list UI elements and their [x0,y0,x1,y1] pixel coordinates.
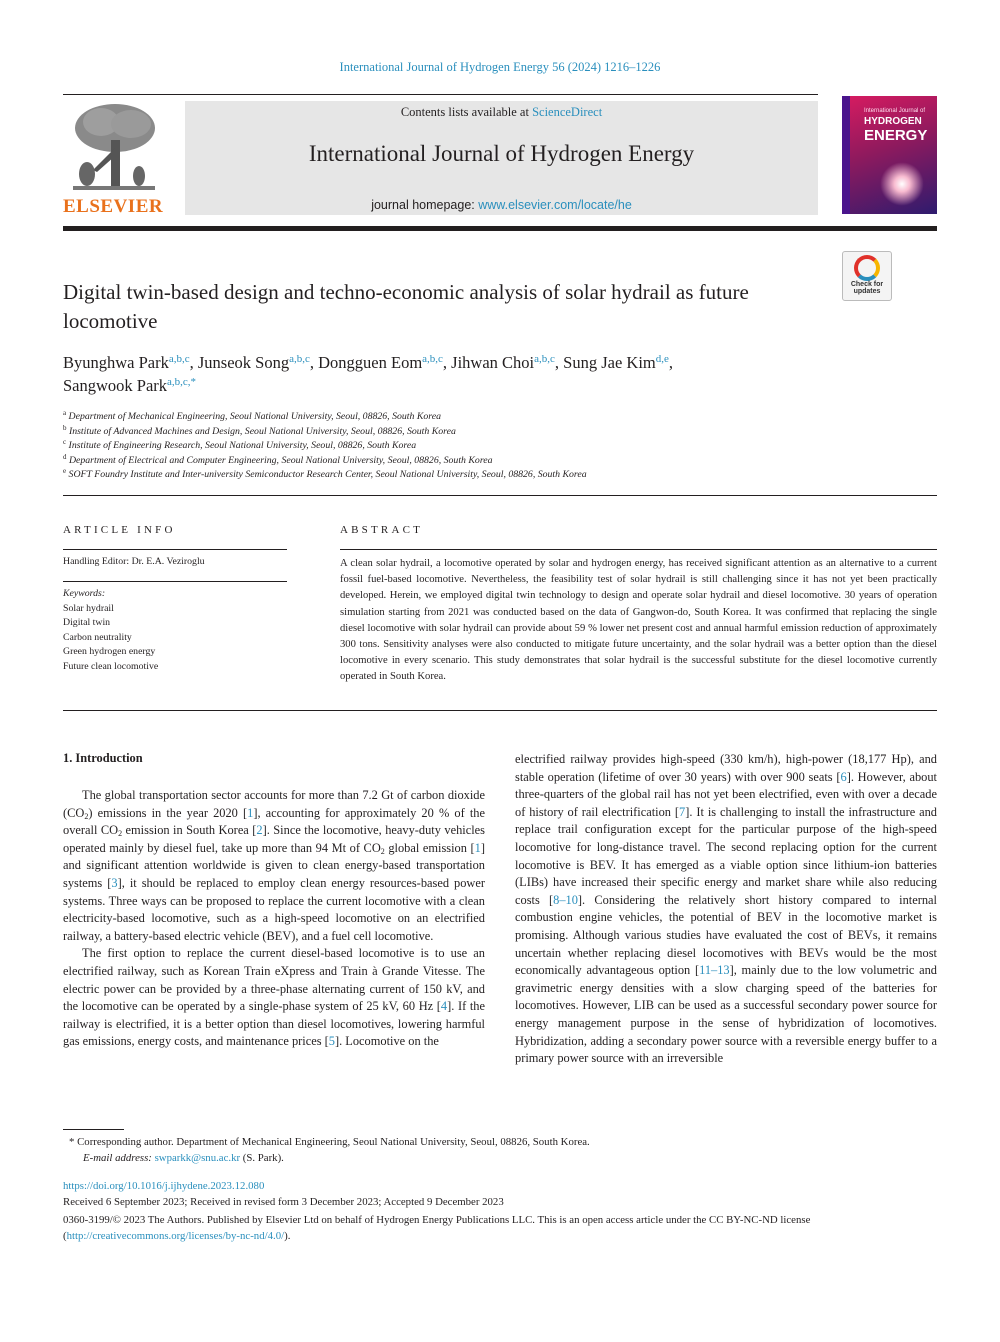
cover-glow-graphic [880,162,924,206]
keyword: Green hydrogen energy [63,646,156,657]
citation-link[interactable]: 3 [111,875,118,890]
body-column-right [515,751,937,1068]
author-affiliation-marks[interactable]: a,b,c [289,353,310,365]
affiliation [63,425,943,440]
citation-link[interactable]: 2 [256,823,263,838]
citation-link[interactable]: 1 [474,840,481,855]
author-affiliation-marks[interactable]: a,b,c,* [167,376,197,388]
body-column-left [63,787,485,1051]
abstract-label: ABSTRACT [340,524,424,536]
affiliation-mark: b [63,423,67,432]
affiliation-text: SOFT Foundry Institute and Inter-university Semiconductor Research Center, Seoul National University, Seoul, 08826, South Korea [66,469,587,481]
cover-title-line1: HYDROGEN [864,116,922,127]
citation-link[interactable]: 8–10 [553,892,578,907]
journal-title: International Journal of Hydrogen Energy [308,141,695,166]
author[interactable]: Junseok Song [197,353,290,372]
contents-line [185,105,818,120]
author[interactable]: Sangwook Park [63,376,168,395]
journal-masthead [185,101,818,215]
keywords-heading: Keywords: [63,588,106,599]
affiliation-mark: d [63,452,67,461]
article-title: Digital twin-based design and techno-economic analysis of solar hydrail as future locomotive [63,280,749,333]
cover-title-line2: ENERGY [864,127,928,144]
affiliation-text: Institute of Engineering Research, Seoul National University, Seoul, 08826, South Korea [66,440,417,452]
check-for-updates-badge[interactable] [842,251,892,301]
author[interactable]: Sung Jae Kim [563,353,656,372]
abstract-rule [340,549,937,550]
affiliation-mark: e [63,467,67,476]
section-rule [63,495,937,496]
abstract-end-rule [63,710,937,711]
doi-link[interactable]: https://doi.org/10.1016/j.ijhydene.2023.12.080 [63,1180,265,1192]
copyright-prefix: 0360-3199/© 2023 The Authors. Published by Elsevier Ltd on behalf of Hydrogen Energy Publications LLC. This is an open access article under the CC BY-NC-ND license ( [63,1214,811,1242]
article-info-rule [63,549,287,550]
email-line [63,1150,937,1166]
affiliation [63,468,943,483]
header-thick-rule [63,226,937,231]
citation-link[interactable]: 6 [840,769,847,784]
citation-link[interactable]: 1 [247,805,254,820]
header-rule [63,94,818,95]
article-info-label: ARTICLE INFO [63,524,176,536]
affiliation [63,454,943,469]
email-label: E-mail address: [83,1152,155,1164]
copyright-notice [63,1212,937,1244]
affiliation-mark: a [63,409,67,417]
citation-link[interactable]: 11–13 [699,963,730,978]
author[interactable]: Jihwan Choi [451,353,535,372]
email-suffix: (S. Park). [240,1152,284,1164]
keywords-block [63,587,158,674]
author-affiliation-marks[interactable]: a,b,c [168,353,190,365]
journal-cover-thumbnail[interactable] [842,96,937,214]
affiliation [63,410,943,425]
license-link[interactable]: http://creativecommons.org/licenses/by-nc-nd/4.0/ [66,1230,285,1242]
author-affiliation-marks[interactable]: a,b,c [534,353,555,365]
paragraph: The global transportation sector accounts for more than 7.2 Gt of carbon dioxide $(CO_2)$ emissions in the year 2020 [1], accounting for approximately 20 % of the overall $CO_2$ emission in South Korea [2]. Since the locomotive, heavy-duty vehicles operated mainly by diesel fuel, take up more than 94 Mt of $CO_2$ global emission [1] and significant attention worldwide is given to clean energy-based transportation systems [3], it should be replaced to employ clean energy resources-based power systems. Three ways can be proposed to replace the current locomotive with a clean electricity-based locomotive, such as a high-speed locomotive on an electrified railway, a battery-based electric vehicle (BEV), and a fuel cell locomotive. [63,788,485,943]
corresponding-author-note: * Corresponding author. Department of Mechanical Engineering, Seoul National University, Seoul, 08826, South Korea. [69,1136,590,1148]
homepage-line [185,198,818,212]
subscript: 2 [84,811,89,821]
author[interactable]: Byunghwa Park [63,353,169,372]
keyword: Carbon neutrality [63,631,132,643]
author-affiliation-marks[interactable]: a,b,c [422,353,443,365]
affiliation-mark: c [63,438,67,447]
citation-link[interactable]: 7 [679,804,686,819]
section-heading-introduction: 1. Introduction [63,751,143,765]
check-updates-line2: updates [853,288,881,295]
author[interactable]: Dongguen Eom [318,353,423,372]
keyword: Solar hydrail [63,602,114,614]
affiliation-text: Institute of Advanced Machines and Design, Seoul National University, Seoul, 08826, South Korea [66,425,456,437]
keywords-rule [63,581,287,582]
abstract-text: A clean solar hydrail, a locomotive operated by solar and hydrogen energy, has received significant attention as an alternative to a current fossil fuel-based locomotive. Nevertheless, the feasibility test of solar hydrail is still challenging since it has not yet been practically developed. Herein, we employed digital twin technology to design and operate solar hydrail and diesel locomotive. 30 years of operation simulation starting from 2021 was conducted based on the data of Gangwon-do, South Korea. It was confirmed that replacing the single diesel locomotive with solar hydrail can provide about 59 % lower net present cost and annual harmful emission reduction of approximately 300 tons. Sensitivity analyses were also conducted to mitigate future uncertainty, and the solar hydrail was a better option than the diesel locomotive in every scenario. This study demonstrates that solar hydrail is the successful substitute for the diesel locomotive currently operated in South Korea. [340,558,937,683]
author-affiliation-marks[interactable]: d,e [655,353,669,365]
paragraph: The first option to replace the current diesel-based locomotive is to use an electrified railway, such as Korean Train eXpress and Train à Grande Vitesse. The electric power can be provided by a three-phase alternating current of 150 kV, and the locomotive can be operated by a single-phase system of 25 kV, 60 Hz [4]. If the railway is electrified, it is a better option than diesel locomotives, lowering harmful gas emissions, energy costs, and maintenance prices [5]. Locomotive on the [63,946,485,1049]
footnote [63,1134,937,1166]
cover-small-text: International Journal of [864,108,926,114]
contents-prefix: Contents lists available at [400,105,533,119]
email-link[interactable]: swparkk@snu.ac.kr [154,1152,241,1164]
affiliation-text: Department of Electrical and Computer Engineering, Seoul National University, Seoul, 08826, South Korea [66,454,493,466]
cover-strip [842,96,850,214]
keyword-list [63,602,158,675]
article-history: Received 6 September 2023; Received in revised form 3 December 2023; Accepted 9 December 2023 [63,1196,504,1208]
author-list: Byunghwa Park$^{a,b,c}$, Junseok Song$^{a,b,c}$, Dongguen Eom$^{a,b,c}$, Jihwan Choi$^{a,b,c}$, Sung Jae Kim$^{d,e}$, Sangwook Park$^{a,b,c,*}$ [63,353,674,395]
elsevier-logo[interactable] [63,100,163,218]
citation-link[interactable]: 4 [440,999,448,1014]
journal-reference-link[interactable]: International Journal of Hydrogen Energy 56 (2024) 1216–1226 [339,60,661,74]
citation-link[interactable]: 5 [328,1034,335,1049]
homepage-prefix: journal homepage: [371,198,479,212]
homepage-link[interactable]: www.elsevier.com/locate/he [478,198,632,212]
copyright-suffix: ). [284,1230,291,1242]
affiliation-list [63,410,943,483]
check-updates-line1: Check for [850,281,884,288]
subscript: 2 [380,846,385,856]
keyword: Digital twin [63,617,111,628]
elsevier-tree-icon [63,100,163,196]
sciencedirect-link[interactable]: ScienceDirect [532,105,603,119]
subscript: 2 [118,829,123,839]
keyword: Future clean locomotive [63,660,159,672]
footnote-rule [63,1129,124,1130]
paragraph: electrified railway provides high-speed (330 km/h), high-power (18,177 Hp), and stable operation (lifetime of over 30 years) with over 900 seats [6]. However, about three-quarters of the global rail has not yet been electrified, even with over a decade of history of rail electrification [7]. It is challenging to install the infrastructure and replace trail configuration except for the particular purpose of the high-speed locomotive for long-distance travel. The second replacing option for the current locomotive is BEV. It has emerged as a viable option since lithium-ion batteries (LIBs) have increased their specific energy and market share while also reducing costs [8–10]. Considering the relatively short history compared to internal combustion engine vehicles, the potential of BEV in the locomotive market is promising. Although various studies have evaluated the cost of BEVs, it remains uncertain whether replacing diesel locomotives with BEVs would be the most economically advantageous option [11–13], mainly due to the low volumetric and gravimetric energy densities with a slow charging speed of the batteries for locomotives. However, LIB can be used as a successful secondary power source for energy management purpose in the sense of hybridization of locomotives. Hybridization, adding a secondary power source with a reversible energy buffer to a primary power source with an irreversible [515,752,938,1066]
update-ring-icon [854,255,880,281]
affiliation-text: Department of Mechanical Engineering, Seoul National University, Seoul, 08826, South Korea [66,411,441,422]
elsevier-wordmark: ELSEVIER [63,196,164,217]
handling-editor: Handling Editor: Dr. E.A. Veziroglu [63,556,205,567]
affiliation [63,439,943,454]
